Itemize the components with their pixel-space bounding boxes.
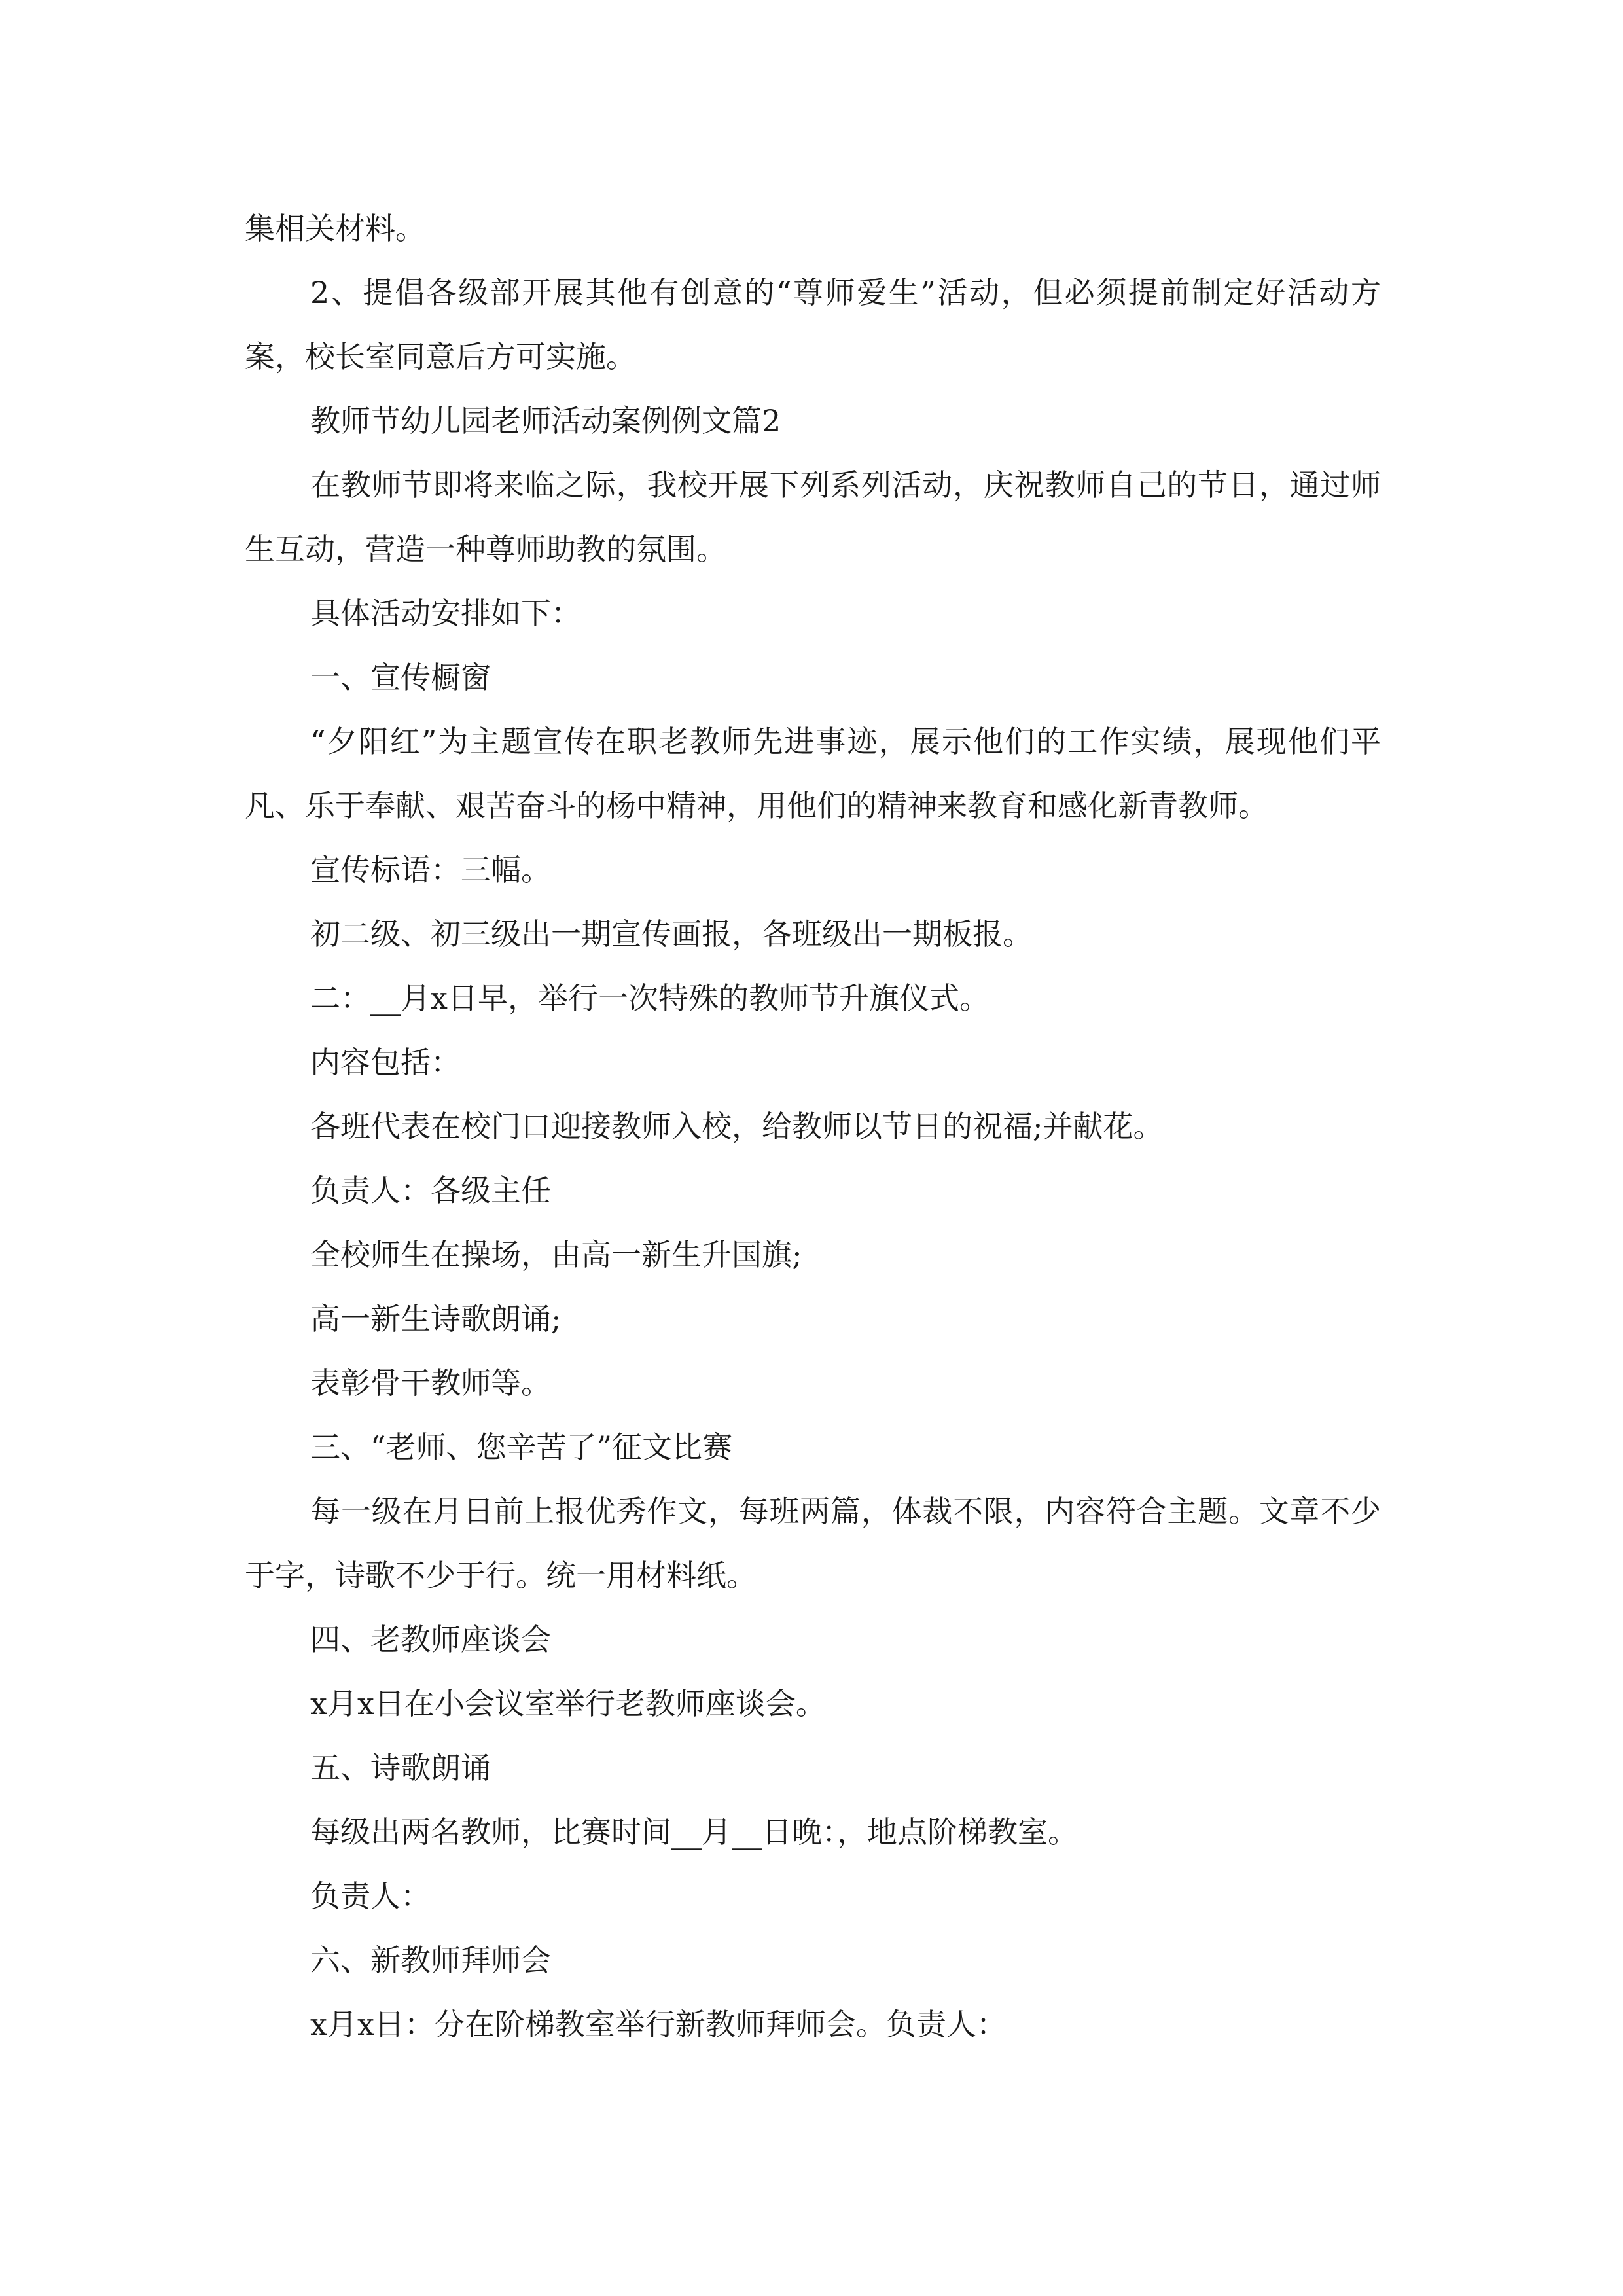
paragraph: 各班代表在校门口迎接教师入校，给教师以节日的祝福;并献花。	[310, 1109, 1164, 1144]
paragraph: 初二级、初三级出一期宣传画报，各班级出一期板报。	[310, 916, 1033, 952]
paragraph: 在教师节即将来临之际，我校开展下列系列活动，庆祝教师自己的节日，通过师生互动，营造一种尊师助教的氛围。	[245, 467, 1381, 567]
paragraph: x月x日：分在阶梯教室举行新教师拜师会。负责人：	[310, 2007, 1007, 2042]
paragraph: 负责人：各级主任	[310, 1173, 551, 1208]
document-page	[245, 196, 1381, 2056]
paragraph: 每一级在月日前上报优秀作文，每班两篇，体裁不限，内容符合主题。文章不少于字，诗歌不少于行。统一用材料纸。	[245, 1494, 1381, 1593]
paragraph: “夕阳红”为主题宣传在职老教师先进事迹，展示他们的工作实绩，展现他们平凡、乐于奉献、艰苦奋斗的杨中精神，用他们的精神来教育和感化新青教师。	[245, 724, 1381, 823]
section-title: 教师节幼儿园老师活动案例例文篇2	[310, 403, 781, 439]
paragraph: 内容包括：	[310, 1045, 461, 1080]
paragraph: 负责人：	[310, 1878, 431, 1914]
paragraph: 具体活动安排如下：	[310, 596, 581, 631]
heading: 一、宣传橱窗	[310, 660, 491, 695]
paragraph: 全校师生在操场，由高一新生升国旗;	[310, 1237, 802, 1272]
paragraph: 集相关材料。	[245, 211, 425, 246]
heading: 六、新教师拜师会	[310, 1943, 551, 1978]
heading: 二：__月x日早，举行一次特殊的教师节升旗仪式。	[310, 980, 990, 1016]
paragraph: 宣传标语：三幅。	[310, 852, 551, 888]
heading: 五、诗歌朗诵	[310, 1750, 491, 1785]
paragraph: 高一新生诗歌朗诵;	[310, 1301, 562, 1336]
heading: 三、“老师、您辛苦了”征文比赛	[310, 1429, 733, 1465]
paragraph: 每级出两名教师，比赛时间__月__日晚：，地点阶梯教室。	[310, 1814, 1078, 1850]
paragraph: 2、提倡各级部开展其他有创意的“尊师爱生”活动，但必须提前制定好活动方案，校长室同意后方可实施。	[245, 275, 1381, 374]
paragraph: x月x日在小会议室举行老教师座谈会。	[310, 1686, 826, 1721]
paragraph: 表彰骨干教师等。	[310, 1365, 551, 1401]
heading: 四、老教师座谈会	[310, 1622, 551, 1657]
